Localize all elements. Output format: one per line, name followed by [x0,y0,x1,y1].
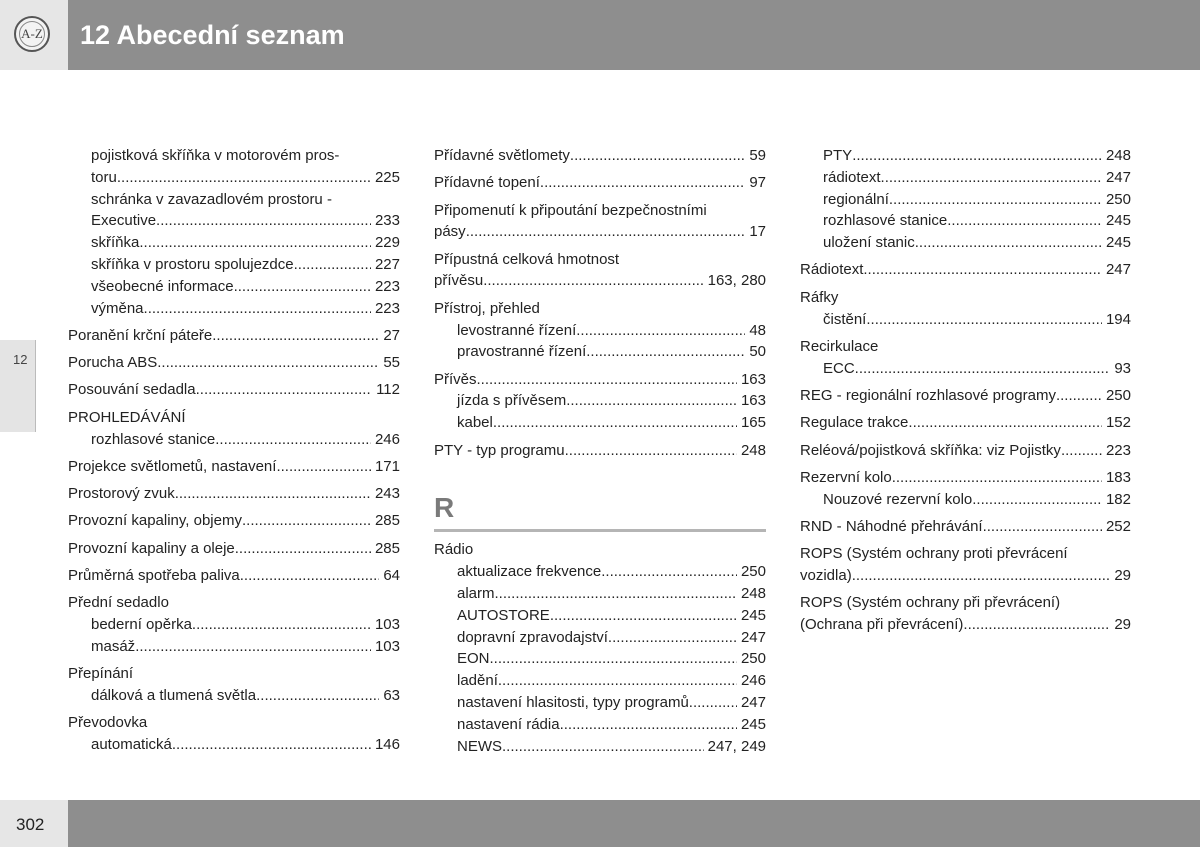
entry-text: alarm [457,584,495,602]
entry-text: toru [91,168,117,186]
entry-page: 112 [376,381,400,399]
entry-text: nastavení rádia [457,715,560,733]
entry-text: všeobecné informace [91,277,234,295]
entry-page: 29 [1114,616,1131,634]
entry-page: 163 [740,392,766,410]
index-entry [800,543,1131,565]
dot-leader [1061,440,1102,462]
index-entry [68,254,400,276]
dot-leader [608,627,737,649]
entry-text: Rezervní kolo [800,468,892,486]
index-entry [68,685,400,707]
index-entry [800,287,1131,309]
entry-page: 252 [1105,517,1131,535]
entry-text: Provozní kapaliny a oleje [68,539,235,557]
index-entry [68,456,400,478]
dot-leader [192,614,371,636]
index-entry [434,714,766,736]
dot-leader [866,309,1102,331]
chapter-tab-number: 12 [13,352,28,367]
index-entry [68,167,400,189]
dot-leader [502,736,704,758]
az-icon-label: A-Z [21,26,43,41]
page-title: 12 Abecední seznam [80,20,345,50]
entry-page: 245 [1105,212,1131,230]
dot-leader [689,692,737,714]
entry-text: Přístroj, přehled [434,299,540,317]
entry-text: Rádio [434,541,474,559]
entry-page: 248 [740,441,766,459]
dot-leader [477,369,737,391]
entry-text: NEWS [457,737,502,755]
index-entry [434,369,766,391]
dot-leader [139,232,371,254]
entry-page: 146 [374,736,400,754]
dot-leader [212,325,379,347]
dot-leader [889,189,1102,211]
index-entry [434,670,766,692]
section-divider [434,529,766,532]
entry-text: levostranné řízení [457,321,577,339]
entry-text: Posouvání sedadla [68,381,196,399]
dot-leader [983,516,1102,538]
dot-leader [586,341,745,363]
entry-text: rozhlasové stanice [91,430,216,448]
index-entry [68,734,400,756]
entry-text: pojistková skříňka v motorovém pros- [91,147,340,164]
entry-text: Poranění krční páteře [68,326,213,344]
entry-page: 246 [374,430,400,448]
index-column-3 [800,145,1131,636]
index-entry [434,412,766,434]
chapter-tab [0,340,36,432]
entry-text: dopravní zpravodajství [457,628,608,646]
dot-leader [235,538,371,560]
entry-text: Porucha ABS [68,354,158,372]
entry-text: čistění [823,310,867,328]
entry-text: Přední sedadlo [68,594,169,612]
index-entry [68,232,400,254]
entry-page: 247 [1105,168,1131,186]
entry-page: 247 [740,693,766,711]
entry-text: PTY - typ programu [434,441,565,459]
entry-page: 103 [374,637,400,655]
entry-page: 245 [740,606,766,624]
entry-text: regionální [823,190,889,208]
index-entry [434,320,766,342]
entry-text: aktualizace frekvence [457,563,602,581]
dot-leader [855,358,1111,380]
entry-page: 165 [740,414,766,432]
entry-text: rádiotext [823,168,881,186]
entry-page: 247 [740,628,766,646]
dot-leader [135,636,371,658]
az-index-icon [14,16,50,52]
entry-text: jízda s přívěsem [457,392,567,410]
dot-leader [570,145,745,167]
dot-leader [157,352,379,374]
index-entry [68,483,400,505]
index-entry [68,636,400,658]
dot-leader [601,561,737,583]
index-entry [434,249,766,271]
dot-leader [117,167,371,189]
index-entry [68,298,400,320]
entry-page: 27 [383,326,400,344]
entry-page: 59 [749,147,766,164]
dot-leader [495,583,737,605]
dot-leader [144,298,371,320]
index-entry [434,539,766,561]
entry-page: 247, 249 [707,737,766,755]
index-entry [800,592,1131,614]
entry-text: Přepínání [68,665,134,683]
entry-text: Průměrná spotřeba paliva [68,567,240,585]
dot-leader [550,605,737,627]
index-entry [68,210,400,232]
entry-page: 50 [749,343,766,361]
entry-text: skříňka v prostoru spolujezdce [91,255,294,273]
entry-page: 248 [740,584,766,602]
index-entry [434,172,766,194]
index-entry [68,592,400,614]
dot-leader [483,270,703,292]
dot-leader [493,412,737,434]
entry-text: Přídavné světlomety [434,147,570,164]
entry-text: Ráfky [800,288,839,306]
entry-page: 285 [374,512,400,530]
index-entry [800,440,1131,462]
entry-page: 250 [740,563,766,581]
index-entry [434,692,766,714]
index-entry [68,510,400,532]
entry-page: 247 [1105,261,1131,279]
entry-text: RND - Náhodné přehrávání [800,517,983,535]
footer-bar [68,800,1200,847]
dot-leader [175,483,371,505]
entry-text: kabel [457,414,493,432]
header-icon-area [0,0,68,70]
entry-text: ladění [457,672,498,690]
entry-page: 223 [374,277,400,295]
dot-leader [466,221,746,243]
index-entry [68,189,400,211]
entry-text: dálková a tlumená světla [91,687,257,705]
entry-text: AUTOSTORE [457,606,550,624]
entry-text: schránka v zavazadlovém prostoru - [91,190,332,208]
dot-leader [276,456,371,478]
dot-leader [963,614,1110,636]
dot-leader [156,210,371,232]
entry-text: Prostorový zvuk [68,485,175,503]
index-entry [68,407,400,429]
entry-page: 248 [1105,147,1131,164]
index-entry [800,259,1131,281]
dot-leader [908,412,1102,434]
index-entry [68,538,400,560]
dot-leader [294,254,371,276]
entry-page: 229 [374,234,400,252]
entry-page: 163 [740,370,766,388]
entry-text: Převodovka [68,714,148,732]
index-entry [800,167,1131,189]
entry-text: ROPS (Systém ochrany proti převrácení [800,545,1068,563]
entry-text: skříňka [91,234,140,252]
dot-leader [256,685,379,707]
entry-text: Nouzové rezervní kolo [823,490,973,508]
dot-leader [560,714,737,736]
entry-page: 223 [374,299,400,317]
index-entry [434,298,766,320]
index-entry [434,583,766,605]
entry-page: 227 [374,255,400,273]
index-entry [434,561,766,583]
dot-leader [234,276,371,298]
index-entry [68,379,400,401]
entry-text: pásy [434,223,466,241]
index-entry [68,145,400,167]
dot-leader [852,145,1102,167]
index-entry [800,412,1131,434]
index-column-1 [68,145,400,756]
dot-leader [881,167,1102,189]
entry-page: 233 [374,212,400,230]
index-entry [434,736,766,758]
entry-text: přívěsu [434,272,484,290]
entry-page: 103 [374,616,400,634]
entry-page: 48 [749,321,766,339]
index-entry [800,467,1131,489]
entry-page: 152 [1105,414,1131,432]
index-entry [434,270,766,292]
index-entry [434,440,766,462]
dot-leader [972,489,1102,511]
entry-text: Projekce světlometů, nastavení [68,457,277,475]
dot-leader [915,232,1102,254]
index-entry [800,489,1131,511]
entry-page: 17 [749,223,766,241]
dot-leader [490,648,737,670]
entry-text: výměna [91,299,144,317]
index-entry [800,309,1131,331]
entry-text: (Ochrana při převrácení) [800,616,964,634]
entry-text: Přípustná celková hmotnost [434,250,620,268]
dot-leader [242,510,371,532]
index-entry [800,145,1131,167]
index-entry [800,189,1131,211]
dot-leader [892,467,1102,489]
index-entry [434,221,766,243]
entry-text: ECC [823,359,855,377]
dot-leader [196,379,372,401]
index-entry [434,605,766,627]
entry-page: 245 [1105,234,1131,252]
entry-text: Provozní kapaliny, objemy [68,512,242,530]
index-entry [68,614,400,636]
section-letter: R [434,492,455,524]
entry-page: 285 [374,539,400,557]
entry-page: 225 [374,168,400,186]
dot-leader [576,320,745,342]
entry-page: 55 [383,354,400,372]
entry-page: 97 [749,174,766,192]
index-entry [68,712,400,734]
dot-leader [863,259,1102,281]
entry-text: uložení stanic [823,234,915,252]
entry-page: 183 [1105,468,1131,486]
entry-page: 64 [383,567,400,585]
dot-leader [215,429,371,451]
entry-text: PTY [823,147,853,164]
entry-text: bederní opěrka [91,616,192,634]
entry-page: 63 [383,687,400,705]
entry-text: Připomenutí k připoutání bezpečnostními [434,201,707,219]
entry-text: Regulace trakce [800,414,909,432]
index-column-2 [434,145,766,757]
entry-page: 29 [1114,567,1131,585]
entry-text: pravostranné řízení [457,343,587,361]
entry-page: 245 [740,715,766,733]
index-entry [434,341,766,363]
index-entry [434,200,766,222]
entry-page: 171 [374,457,400,475]
index-entry [68,429,400,451]
index-entry [800,232,1131,254]
entry-text: EON [457,650,490,668]
entry-page: 182 [1105,490,1131,508]
page-number: 302 [16,815,45,834]
entry-text: REG - regionální rozhlasové programy [800,386,1056,404]
index-entry [434,145,766,167]
entry-page: 163, 280 [707,272,766,290]
entry-text: Rádiotext [800,261,864,279]
entry-text: nastavení hlasitosti, typy programů [457,693,689,711]
entry-text: Reléová/pojistková skříňka: viz Pojistky [800,441,1061,459]
index-entry [68,352,400,374]
entry-text: masáž [91,637,136,655]
entry-page: 250 [1105,190,1131,208]
dot-leader [565,440,737,462]
dot-leader [1056,385,1102,407]
dot-leader [947,210,1102,232]
entry-text: ROPS (Systém ochrany při převrácení) [800,594,1061,612]
entry-text: Recirkulace [800,337,879,355]
index-entry [68,565,400,587]
entry-text: Přívěs [434,370,477,388]
dot-leader [498,670,737,692]
entry-text: Executive [91,212,157,230]
index-entry [434,648,766,670]
index-entry [434,390,766,412]
dot-leader [240,565,380,587]
index-entry [68,663,400,685]
dot-leader [540,172,745,194]
entry-text: PROHLEDÁVÁNÍ [68,408,186,426]
dot-leader [172,734,371,756]
index-entry [68,325,400,347]
dot-leader [566,390,737,412]
index-entry [800,336,1131,358]
entry-text: automatická [91,736,172,754]
entry-page: 243 [374,485,400,503]
entry-page: 93 [1114,359,1131,377]
index-entry [68,276,400,298]
index-entry [434,627,766,649]
index-entry [800,210,1131,232]
entry-text: rozhlasové stanice [823,212,948,230]
index-entry [800,516,1131,538]
dot-leader [852,565,1111,587]
entry-page: 223 [1105,441,1131,459]
entry-page: 250 [740,650,766,668]
index-entry [800,565,1131,587]
index-entry [800,614,1131,636]
entry-page: 194 [1105,310,1131,328]
index-entry [800,385,1131,407]
entry-page: 246 [740,672,766,690]
entry-text: vozidla) [800,567,852,585]
entry-text: Přídavné topení [434,174,540,192]
index-entry [800,358,1131,380]
entry-page: 250 [1105,386,1131,404]
